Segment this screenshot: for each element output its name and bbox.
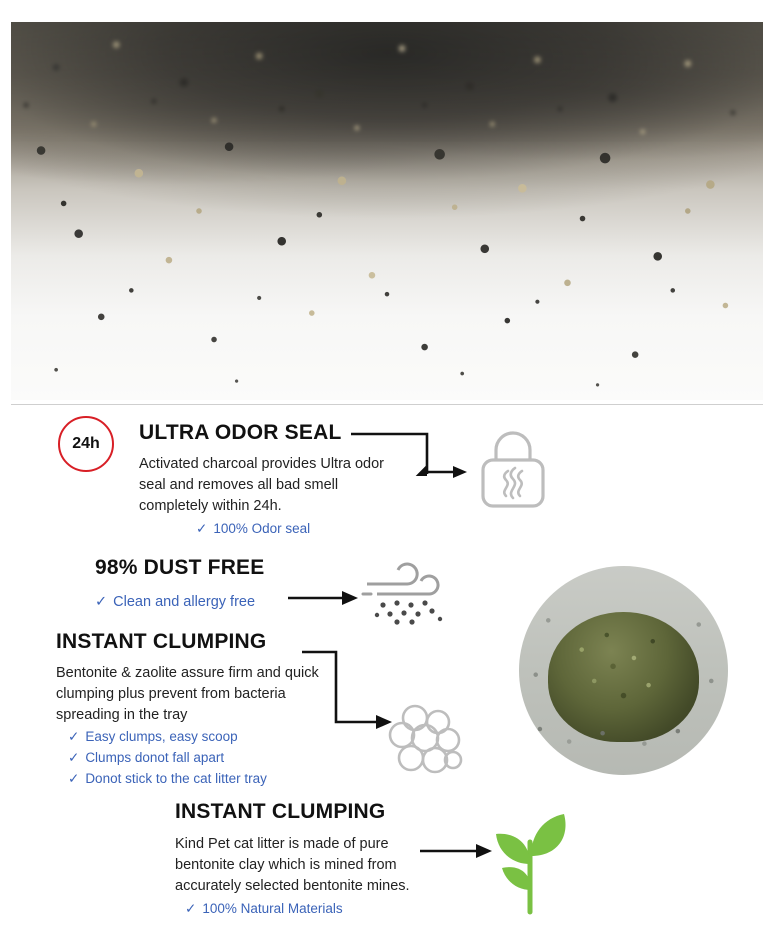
arrow-3-icon [300,650,396,740]
feature-4-check-1 [185,898,343,919]
feature-3-check-list [68,726,267,789]
feature-1-check-1 [196,518,310,539]
check-icon: ✓ [68,771,80,786]
check-icon: ✓ [196,521,208,536]
badge-24h-label: 24h [72,435,100,452]
clump-icon [385,702,465,778]
product-photo-depth-blur [11,22,763,142]
feature-1-title: ULTRA ODOR SEAL [139,421,342,444]
feature-1-check-1-label: 100% Odor seal [213,521,311,536]
feature-3-check-2-label: Clumps donot fall apart [85,750,225,765]
dust-cloud-icon [357,558,453,626]
badge-24h [58,416,114,472]
feature-1-body: Activated charcoal provides Ultra odor seal and removes all bad smell completely within 24h. [139,456,385,514]
lock-odor-icon [472,428,554,512]
feature-3-body: Bentonite & zaolite assure firm and quick clumping plus prevent from bacteria spreading in the tray [56,665,319,723]
feature-2-check-1 [95,592,255,613]
feature-4-body: Kind Pet cat litter is made of pure bentonite clay which is mined from accurately selected bentonite mines. [175,836,410,894]
check-icon: ✓ [95,594,108,610]
check-icon: ✓ [68,750,80,765]
feature-2-check-1-label: Clean and allergy free [113,594,256,610]
section-divider [11,404,763,405]
feature-3-check-3-label: Donot stick to the cat litter tray [85,771,267,786]
arrow-1-icon [349,432,467,494]
feature-3-title: INSTANT CLUMPING [56,630,267,653]
feature-3-check-2 [68,747,267,768]
feature-3-check-1 [68,726,267,747]
product-photo [11,22,763,400]
feature-2-title: 98% DUST FREE [95,556,265,579]
clumped-litter-photo [519,566,728,775]
leaf-icon [484,812,580,916]
arrow-2-icon [288,586,358,610]
feature-4-title: INSTANT CLUMPING [175,800,386,823]
clumped-litter-grain-texture [519,566,728,775]
feature-3-check-1-label: Easy clumps, easy scoop [85,729,238,744]
check-icon: ✓ [68,729,80,744]
feature-4-check-1-label: 100% Natural Materials [202,901,343,916]
feature-3-check-3 [68,768,267,789]
arrow-4-icon [420,838,492,864]
check-icon: ✓ [185,901,197,916]
